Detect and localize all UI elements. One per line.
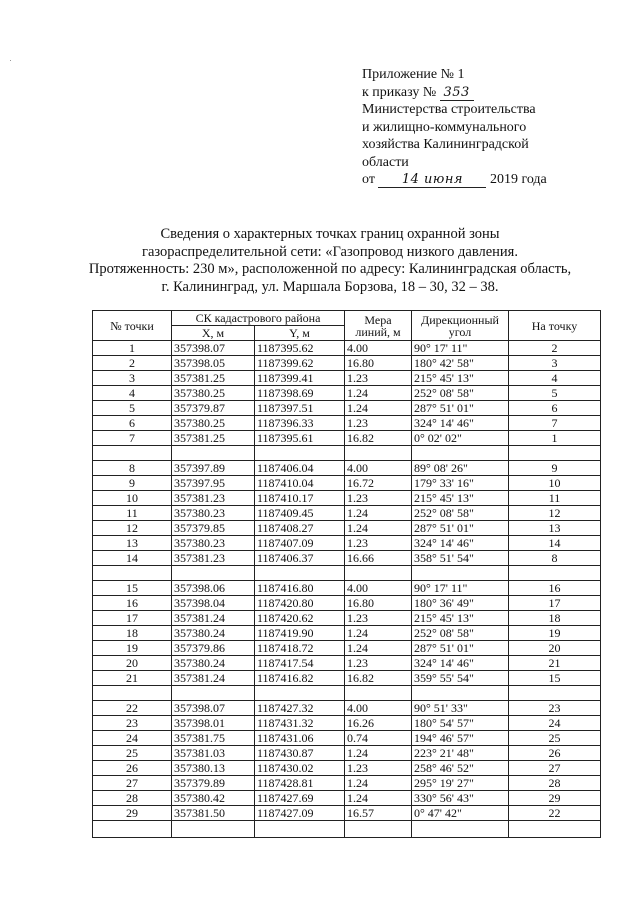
appendix-title: Приложение № 1: [362, 67, 465, 82]
cell-length: 16.72: [345, 476, 412, 491]
cell-bearing: 252° 08' 58": [412, 386, 509, 401]
cell-point: 19: [93, 641, 172, 656]
title-line-4: г. Калининград, ул. Маршала Борзова, 18 – 30, 32 – 38.: [161, 278, 499, 295]
cell-x: 357379.89: [172, 776, 255, 791]
date-handwritten: 14 июня: [378, 173, 486, 188]
cell-bearing: 180° 36' 49": [412, 596, 509, 611]
cell-bearing: 287° 51' 01": [412, 401, 509, 416]
cell-length: 0.74: [345, 731, 412, 746]
cell-to-point: 27: [509, 761, 601, 776]
cell-y: 1187427.69: [255, 791, 345, 806]
title-line-2: газораспределительной сети: «Газопровод низкого давления.: [142, 243, 518, 260]
cell-length: 1.24: [345, 626, 412, 641]
cell-y: 1187406.37: [255, 551, 345, 566]
table-row: [93, 401, 601, 416]
cell-x: 357380.25: [172, 386, 255, 401]
separator-cell: [509, 566, 601, 581]
cell-y: 1187420.62: [255, 611, 345, 626]
table-row: [93, 386, 601, 401]
order-date: [362, 171, 612, 189]
cell-y: 1187431.06: [255, 731, 345, 746]
cell-length: 1.24: [345, 401, 412, 416]
table-row: [93, 521, 601, 536]
cell-to-point: 29: [509, 791, 601, 806]
cell-to-point: 7: [509, 416, 601, 431]
table-row: [93, 746, 601, 761]
cell-point: 6: [93, 416, 172, 431]
table-row: [93, 536, 601, 551]
header-bearing-angle: Дирекционный угол: [412, 311, 509, 341]
separator-cell: [412, 821, 509, 838]
cell-bearing: 252° 08' 58": [412, 506, 509, 521]
cell-x: 357379.86: [172, 641, 255, 656]
cell-length: 1.23: [345, 761, 412, 776]
cell-point: 22: [93, 701, 172, 716]
cell-bearing: 215° 45' 13": [412, 491, 509, 506]
header-y: Y, м: [255, 326, 345, 341]
separator-cell: [93, 686, 172, 701]
cell-y: 1187396.33: [255, 416, 345, 431]
cell-to-point: 14: [509, 536, 601, 551]
cell-y: 1187409.45: [255, 506, 345, 521]
cell-x: 357398.04: [172, 596, 255, 611]
cell-bearing: 287° 51' 01": [412, 521, 509, 536]
cell-bearing: 180° 54' 57": [412, 716, 509, 731]
cell-to-point: 23: [509, 701, 601, 716]
cell-x: 357381.24: [172, 671, 255, 686]
cell-bearing: 223° 21' 48": [412, 746, 509, 761]
cell-bearing: 252° 08' 58": [412, 626, 509, 641]
cell-bearing: 330° 56' 43": [412, 791, 509, 806]
cell-point: 12: [93, 521, 172, 536]
cell-length: 1.23: [345, 416, 412, 431]
cell-y: 1187398.69: [255, 386, 345, 401]
cell-to-point: 5: [509, 386, 601, 401]
cell-bearing: 90° 51' 33": [412, 701, 509, 716]
cell-x: 357380.42: [172, 791, 255, 806]
ministry-line-4: области: [362, 154, 409, 170]
cell-point: 17: [93, 611, 172, 626]
cell-to-point: 8: [509, 551, 601, 566]
cell-x: 357398.07: [172, 341, 255, 356]
table-row: [93, 416, 601, 431]
cell-point: 21: [93, 671, 172, 686]
cell-y: 1187397.51: [255, 401, 345, 416]
separator-cell: [255, 446, 345, 461]
separator-cell: [172, 821, 255, 838]
cell-y: 1187406.04: [255, 461, 345, 476]
cell-to-point: 11: [509, 491, 601, 506]
cell-bearing: 0° 47' 42": [412, 806, 509, 821]
cell-bearing: 90° 17' 11": [412, 581, 509, 596]
cell-to-point: 3: [509, 356, 601, 371]
cell-to-point: 16: [509, 581, 601, 596]
cell-x: 357380.24: [172, 626, 255, 641]
cell-bearing: 359° 55' 54": [412, 671, 509, 686]
separator-cell: [412, 446, 509, 461]
cell-length: 1.24: [345, 746, 412, 761]
separator-cell: [93, 566, 172, 581]
cell-y: 1187418.72: [255, 641, 345, 656]
cell-bearing: 90° 17' 11": [412, 341, 509, 356]
separator-cell: [255, 566, 345, 581]
separator-cell: [412, 566, 509, 581]
cell-x: 357380.13: [172, 761, 255, 776]
cell-length: 1.24: [345, 521, 412, 536]
cell-length: 1.23: [345, 371, 412, 386]
cell-point: 2: [93, 356, 172, 371]
table-separator-row: [93, 566, 601, 581]
table-row: [93, 641, 601, 656]
table-row: [93, 461, 601, 476]
cell-to-point: 19: [509, 626, 601, 641]
cell-to-point: 25: [509, 731, 601, 746]
cell-y: 1187430.87: [255, 746, 345, 761]
cell-point: 10: [93, 491, 172, 506]
cell-point: 29: [93, 806, 172, 821]
cell-to-point: 17: [509, 596, 601, 611]
separator-cell: [509, 446, 601, 461]
document-title: [60, 226, 600, 296]
cell-length: 4.00: [345, 341, 412, 356]
table-row: [93, 371, 601, 386]
cell-x: 357380.25: [172, 416, 255, 431]
table-separator-row: [93, 821, 601, 838]
cell-x: 357397.95: [172, 476, 255, 491]
cell-x: 357381.25: [172, 371, 255, 386]
cell-point: 7: [93, 431, 172, 446]
cell-point: 13: [93, 536, 172, 551]
table-row: [93, 611, 601, 626]
cell-point: 15: [93, 581, 172, 596]
separator-cell: [255, 821, 345, 838]
cell-to-point: 9: [509, 461, 601, 476]
cell-x: 357379.85: [172, 521, 255, 536]
separator-cell: [93, 446, 172, 461]
cell-length: 1.24: [345, 641, 412, 656]
appendix-header: [362, 66, 612, 189]
order-reference: [362, 84, 612, 102]
cell-length: 16.82: [345, 671, 412, 686]
date-prefix: от: [362, 172, 375, 187]
separator-cell: [172, 446, 255, 461]
table-row: [93, 701, 601, 716]
cell-y: 1187427.09: [255, 806, 345, 821]
cell-y: 1187419.90: [255, 626, 345, 641]
cell-y: 1187416.82: [255, 671, 345, 686]
cell-to-point: 24: [509, 716, 601, 731]
cell-x: 357380.23: [172, 536, 255, 551]
cell-point: 9: [93, 476, 172, 491]
cell-length: 1.23: [345, 611, 412, 626]
cell-x: 357380.23: [172, 506, 255, 521]
separator-cell: [255, 686, 345, 701]
header-line-length: Мера линий, м: [345, 311, 412, 341]
cell-to-point: 6: [509, 401, 601, 416]
cell-length: 1.24: [345, 791, 412, 806]
cell-length: 16.26: [345, 716, 412, 731]
cell-length: 4.00: [345, 701, 412, 716]
header-x: X, м: [172, 326, 255, 341]
cell-x: 357381.03: [172, 746, 255, 761]
table-separator-row: [93, 686, 601, 701]
cell-length: 16.80: [345, 596, 412, 611]
cell-to-point: 12: [509, 506, 601, 521]
cell-x: 357381.23: [172, 551, 255, 566]
table-row: [93, 731, 601, 746]
table-row: [93, 581, 601, 596]
cell-to-point: 18: [509, 611, 601, 626]
cell-y: 1187430.02: [255, 761, 345, 776]
cell-y: 1187399.62: [255, 356, 345, 371]
cell-y: 1187399.41: [255, 371, 345, 386]
cell-y: 1187395.61: [255, 431, 345, 446]
cell-y: 1187420.80: [255, 596, 345, 611]
cell-length: 1.24: [345, 506, 412, 521]
table-row: [93, 626, 601, 641]
table-row: [93, 491, 601, 506]
cell-to-point: 22: [509, 806, 601, 821]
table-row: [93, 716, 601, 731]
cell-point: 4: [93, 386, 172, 401]
cell-point: 1: [93, 341, 172, 356]
table-row: [93, 341, 601, 356]
cell-bearing: 0° 02' 02": [412, 431, 509, 446]
separator-cell: [345, 821, 412, 838]
cell-point: 25: [93, 746, 172, 761]
cell-y: 1187431.32: [255, 716, 345, 731]
separator-cell: [345, 566, 412, 581]
cell-point: 16: [93, 596, 172, 611]
cell-to-point: 2: [509, 341, 601, 356]
ministry-line-1: Министерства строительства: [362, 102, 536, 117]
cell-bearing: 179° 33' 16": [412, 476, 509, 491]
cell-bearing: 258° 46' 52": [412, 761, 509, 776]
cell-bearing: 89° 08' 26": [412, 461, 509, 476]
table-body: [93, 341, 601, 838]
separator-cell: [172, 566, 255, 581]
ministry-line-3: хозяйства Калининградской: [362, 137, 529, 152]
separator-cell: [509, 686, 601, 701]
cell-point: 20: [93, 656, 172, 671]
cell-length: 1.24: [345, 776, 412, 791]
cell-to-point: 15: [509, 671, 601, 686]
cell-point: 14: [93, 551, 172, 566]
cell-y: 1187416.80: [255, 581, 345, 596]
cell-point: 11: [93, 506, 172, 521]
header-coordinate-system: СК кадастрового района: [172, 311, 345, 326]
table-row: [93, 596, 601, 611]
cell-y: 1187427.32: [255, 701, 345, 716]
cell-to-point: 20: [509, 641, 601, 656]
cell-y: 1187408.27: [255, 521, 345, 536]
cell-y: 1187417.54: [255, 656, 345, 671]
cell-to-point: 4: [509, 371, 601, 386]
characteristic-points-table: [92, 310, 601, 838]
scan-speck: [10, 60, 11, 61]
cell-length: 16.80: [345, 356, 412, 371]
cell-to-point: 1: [509, 431, 601, 446]
cell-point: 27: [93, 776, 172, 791]
cell-length: 1.23: [345, 536, 412, 551]
cell-length: 16.82: [345, 431, 412, 446]
cell-x: 357379.87: [172, 401, 255, 416]
cell-x: 357398.05: [172, 356, 255, 371]
cell-length: 1.23: [345, 656, 412, 671]
order-prefix: к приказу №: [362, 84, 437, 100]
header-point-number: № точки: [93, 311, 172, 341]
cell-bearing: 358° 51' 54": [412, 551, 509, 566]
title-line-3: Протяженность: 230 м», расположенной по адресу: Калининградская область,: [88, 261, 572, 277]
cell-x: 357380.24: [172, 656, 255, 671]
cell-length: 1.24: [345, 386, 412, 401]
cell-bearing: 194° 46' 57": [412, 731, 509, 746]
cell-bearing: 215° 45' 13": [412, 371, 509, 386]
cell-x: 357381.24: [172, 611, 255, 626]
table-row: [93, 671, 601, 686]
cell-to-point: 28: [509, 776, 601, 791]
cell-bearing: 295° 19' 27": [412, 776, 509, 791]
cell-bearing: 180° 42' 58": [412, 356, 509, 371]
cell-to-point: 21: [509, 656, 601, 671]
cell-point: 3: [93, 371, 172, 386]
separator-cell: [345, 446, 412, 461]
table-row: [93, 776, 601, 791]
header-to-point: На точку: [509, 311, 601, 341]
cell-y: 1187395.62: [255, 341, 345, 356]
cell-y: 1187410.17: [255, 491, 345, 506]
cell-bearing: 324° 14' 46": [412, 656, 509, 671]
table-row: [93, 791, 601, 806]
cell-bearing: 215° 45' 13": [412, 611, 509, 626]
cell-point: 28: [93, 791, 172, 806]
cell-to-point: 10: [509, 476, 601, 491]
table-row: [93, 551, 601, 566]
separator-cell: [93, 821, 172, 838]
cell-point: 8: [93, 461, 172, 476]
cell-x: 357381.50: [172, 806, 255, 821]
cell-bearing: 324° 14' 46": [412, 416, 509, 431]
cell-x: 357398.07: [172, 701, 255, 716]
table-separator-row: [93, 446, 601, 461]
table-row: [93, 806, 601, 821]
separator-cell: [345, 686, 412, 701]
table-row: [93, 431, 601, 446]
cell-length: 4.00: [345, 461, 412, 476]
cell-point: 26: [93, 761, 172, 776]
table-row: [93, 476, 601, 491]
separator-cell: [509, 821, 601, 838]
cell-x: 357398.06: [172, 581, 255, 596]
cell-y: 1187428.81: [255, 776, 345, 791]
cell-point: 24: [93, 731, 172, 746]
cell-length: 4.00: [345, 581, 412, 596]
cell-point: 18: [93, 626, 172, 641]
cell-length: 16.57: [345, 806, 412, 821]
cell-length: 1.23: [345, 491, 412, 506]
title-line-1: Сведения о характерных точках границ охранной зоны: [160, 226, 500, 242]
cell-y: 1187410.04: [255, 476, 345, 491]
ministry-line-2: и жилищно-коммунального: [362, 119, 527, 135]
cell-y: 1187407.09: [255, 536, 345, 551]
cell-x: 357398.01: [172, 716, 255, 731]
cell-length: 16.66: [345, 551, 412, 566]
cell-point: 23: [93, 716, 172, 731]
table-row: [93, 356, 601, 371]
cell-bearing: 287° 51' 01": [412, 641, 509, 656]
separator-cell: [172, 686, 255, 701]
date-year: 2019 года: [489, 172, 547, 187]
table-row: [93, 506, 601, 521]
cell-point: 5: [93, 401, 172, 416]
cell-x: 357381.23: [172, 491, 255, 506]
cell-bearing: 324° 14' 46": [412, 536, 509, 551]
cell-x: 357397.89: [172, 461, 255, 476]
cell-x: 357381.75: [172, 731, 255, 746]
cell-x: 357381.25: [172, 431, 255, 446]
separator-cell: [412, 686, 509, 701]
table-row: [93, 761, 601, 776]
order-number-handwritten: 353: [440, 86, 474, 101]
table-row: [93, 656, 601, 671]
cell-to-point: 26: [509, 746, 601, 761]
cell-to-point: 13: [509, 521, 601, 536]
